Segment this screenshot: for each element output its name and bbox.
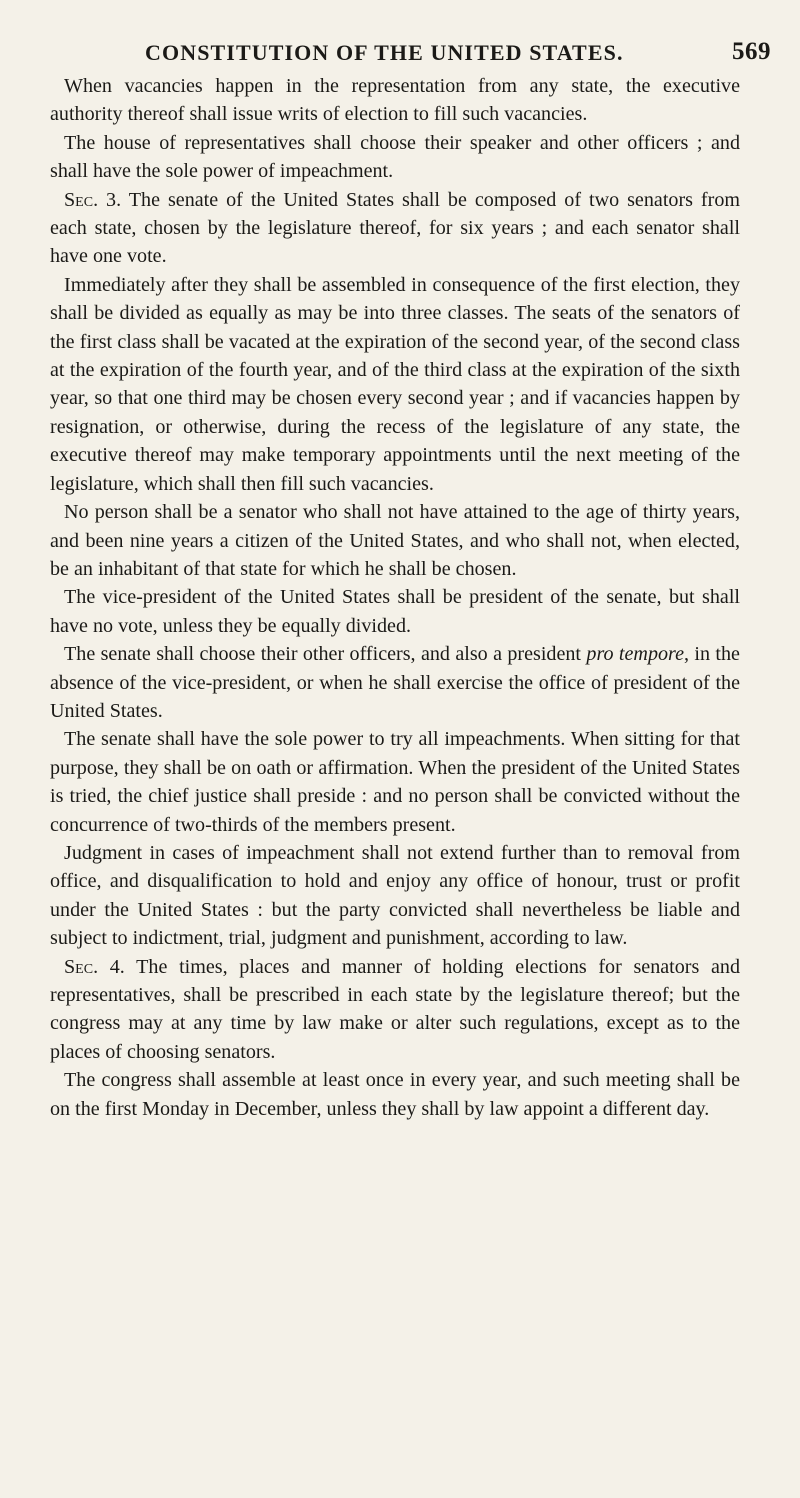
paragraph-congress-assembly	[50, 1066, 740, 1123]
paragraph-text: Judgment in cases of impeachment shall not extend further than to removal from office, and disqualification to hold and enjoy any office of honour, trust or profit under the United States : but the party convicted shall nevertheless be liable and subject to indictment, trial, judgment and punishment, according to law.	[50, 841, 740, 950]
paragraph-text: No person shall be a senator who shall not have attained to the age of thirty years, and been nine years a citizen of the United States, and who shall not, when elected, be an inhabitant of that state for which he shall be chosen.	[50, 501, 740, 580]
paragraph-vacancies-representation	[50, 72, 740, 129]
body-text	[50, 72, 740, 1123]
page-number: 569	[732, 38, 771, 65]
paragraph-impeachment-trials	[50, 725, 740, 839]
paragraph-text: The senate shall choose their other officers, and also a president	[64, 643, 582, 666]
paragraph-text: The senate of the United States shall be composed of two senators from each state, chosen by the legislature thereof, for six years ; and each senator shall have one vote.	[50, 188, 740, 268]
paragraph-text: The times, places and manner of holding elections for senators and representatives, shall be prescribed in each state by the legislature thereof; but the congress may at any time by law make or alter such regulations, except as to the places of choosing senators.	[50, 955, 740, 1063]
paragraph-text: The vice-president of the United States shall be president of the senate, but shall have no vote, unless they be equally divided.	[50, 586, 740, 637]
section-label: Sec. 3.	[64, 188, 122, 211]
paragraph-text: , in the absence of the vice-president, or when he shall exercise the office of president of the United States.	[50, 643, 740, 722]
italic-phrase: pro tempore	[586, 643, 685, 666]
paragraph-senate-classes	[50, 271, 740, 498]
paragraph-text: The senate shall have the sole power to try all impeachments. When sitting for that purpose, they shall be on oath or affirmation. When the president of the United States is tried, the chief justice shall preside : and no person shall be convicted without the concurrence of two-thirds of the members present.	[50, 728, 740, 836]
paragraph-house-speaker	[50, 129, 740, 186]
paragraph-text: The congress shall assemble at least once in every year, and such meeting shall be on the first Monday in December, unless they shall by law appoint a different day.	[50, 1069, 740, 1120]
paragraph-senator-qualifications	[50, 498, 740, 583]
running-header	[85, 38, 775, 72]
paragraph-section-4	[50, 953, 740, 1067]
paragraph-text: The house of representatives shall choose their speaker and other officers ; and shall have the sole power of impeachment.	[50, 131, 740, 183]
running-title: CONSTITUTION OF THE UNITED STATES.	[145, 40, 624, 65]
paragraph-vice-president	[50, 583, 740, 640]
paragraph-text: Immediately after they shall be assembled in consequence of the first election, they shall be divided as equally as may be into three classes. The seats of the senators of the first class shall be vacated at the expiration of the second year, of the second class at the expiration of the fourth year, and of the third class at the expiration of the sixth year, so that one third may be chosen every second year ; and if vacancies happen by resignation, or otherwise, during the recess of the legislature of any state, the executive thereof may make temporary appointments until the next meeting of the legislature, which shall then fill such vacancies.	[50, 273, 740, 495]
paragraph-text: When vacancies happen in the representation from any state, the executive authority thereof shall issue writs of election to fill such vacancies.	[50, 75, 740, 126]
section-label: Sec. 4.	[64, 955, 125, 978]
paragraph-impeachment-judgment	[50, 839, 740, 953]
paragraph-senate-officers	[50, 640, 740, 725]
paragraph-section-3	[50, 186, 740, 271]
